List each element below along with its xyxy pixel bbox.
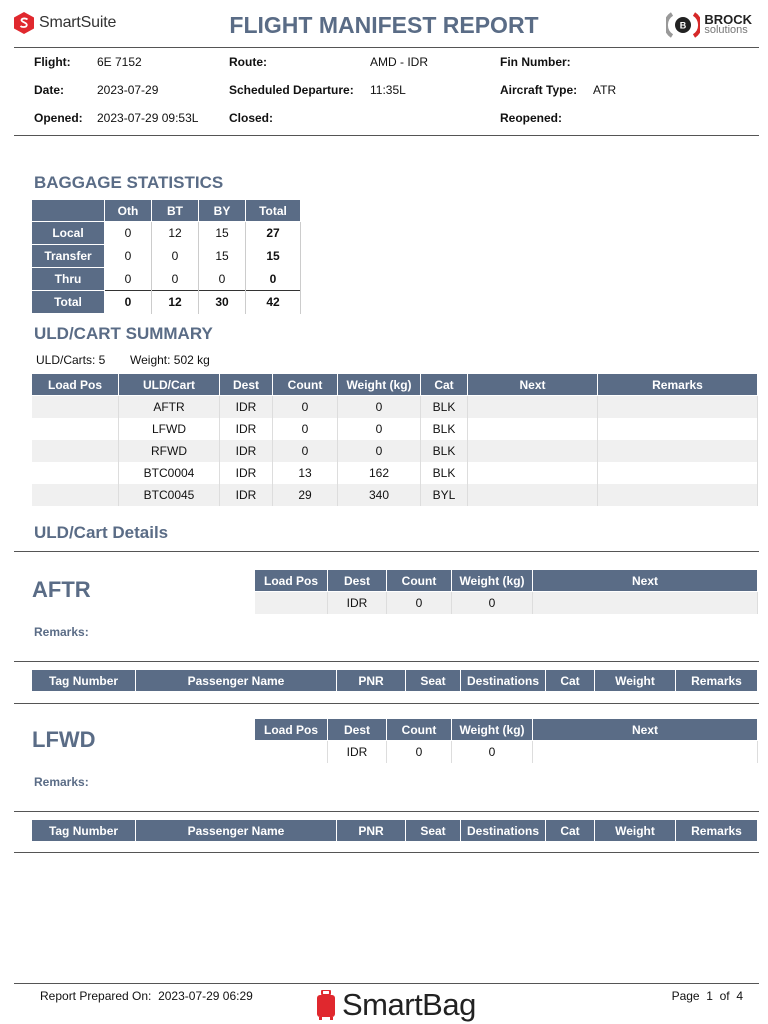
prepared-label: Report Prepared On: (40, 989, 152, 1003)
svg-text:B: B (680, 20, 687, 31)
baggage-cell: 0 (105, 268, 152, 291)
page-indicator (672, 989, 743, 1003)
baggage-title: BAGGAGE STATISTICS (34, 173, 224, 192)
uld-col-header: Remarks (598, 374, 758, 396)
detail-col-header: Load Pos (255, 719, 328, 741)
baggage-row-local (32, 222, 301, 245)
lfwd-end-divider (14, 852, 759, 853)
baggage-row-label: Total (32, 291, 105, 314)
tag-col-header: Remarks (676, 820, 758, 842)
report-prepared (40, 989, 253, 1003)
uld-cell: 0 (273, 440, 338, 462)
tag-col-header: Weight (595, 820, 676, 842)
uld-cell: BTC0045 (119, 484, 220, 506)
detail-cell: IDR (328, 741, 387, 764)
uld-cell (598, 396, 758, 419)
tag-table-aftr (31, 669, 758, 692)
tag-col-header: Destinations (461, 670, 546, 692)
detail-col-header: Count (387, 570, 452, 592)
flight-label: Flight: (34, 55, 71, 69)
baggage-cell: 0 (152, 245, 199, 268)
baggage-row-label: Transfer (32, 245, 105, 268)
detail-cell: 0 (452, 592, 533, 615)
table-row (32, 418, 758, 440)
prepared-value: 2023-07-29 06:29 (158, 989, 253, 1003)
page-of: of (719, 989, 730, 1003)
uld-cell: RFWD (119, 440, 220, 462)
info-divider (14, 135, 759, 136)
tag-col-header: Seat (406, 670, 461, 692)
baggage-cell: 30 (199, 291, 246, 314)
baggage-cell: 15 (246, 245, 301, 268)
baggage-cell: 15 (199, 245, 246, 268)
opened-value: 2023-07-29 09:53L (97, 111, 199, 125)
brock-subname: solutions (704, 24, 748, 36)
uld-col-header: Load Pos (32, 374, 119, 396)
remarks-label-lfwd: Remarks: (34, 775, 89, 789)
uld-cell: BTC0004 (119, 462, 220, 484)
uld-cell: IDR (220, 396, 273, 419)
tag-col-header: Tag Number (32, 670, 136, 692)
detail-col-header: Next (533, 570, 758, 592)
route-label: Route: (229, 55, 267, 69)
uld-cell: IDR (220, 462, 273, 484)
uld-cell: 0 (273, 396, 338, 419)
tag-col-header: Seat (406, 820, 461, 842)
baggage-col-header: Oth (105, 200, 152, 222)
uld-count: ULD/Carts: 5 (36, 353, 106, 367)
uld-weight: Weight: 502 kg (130, 353, 210, 367)
uld-cell (468, 484, 598, 506)
header-divider (14, 47, 759, 48)
uld-cell: 0 (338, 440, 421, 462)
baggage-corner (32, 200, 105, 222)
detail-col-header: Dest (328, 570, 387, 592)
uld-cell: BLK (421, 462, 468, 484)
uld-cell: 29 (273, 484, 338, 506)
footer-divider (14, 983, 759, 984)
detail-cell: 0 (387, 741, 452, 764)
baggage-cell: 0 (105, 291, 152, 314)
uld-cell: IDR (220, 418, 273, 440)
sched-value: 11:35L (370, 83, 406, 97)
baggage-cell: 0 (105, 245, 152, 268)
detail-cell (533, 741, 758, 764)
closed-label: Closed: (229, 111, 274, 125)
remarks-label-aftr: Remarks: (34, 625, 89, 639)
tag-col-header: Passenger Name (136, 820, 337, 842)
smartbag-logo (316, 987, 476, 1023)
uld-cell (32, 440, 119, 462)
uld-cell (468, 462, 598, 484)
uld-cell: BLK (421, 418, 468, 440)
baggage-cell: 0 (246, 268, 301, 291)
aircraft-value: ATR (593, 83, 617, 97)
uld-summary-table (31, 373, 758, 506)
baggage-cell: 12 (152, 291, 199, 314)
detail-table-lfwd (254, 718, 758, 763)
uld-cell: 0 (338, 418, 421, 440)
detail-name-lfwd: LFWD (32, 727, 96, 752)
uld-cell: 13 (273, 462, 338, 484)
uld-cell (468, 396, 598, 419)
uld-cell: BLK (421, 440, 468, 462)
tag-col-header: Tag Number (32, 820, 136, 842)
uld-col-header: Dest (220, 374, 273, 396)
tag-col-header: Cat (546, 670, 595, 692)
aftr-end-divider (14, 703, 759, 704)
uld-col-header: Next (468, 374, 598, 396)
uld-cell (32, 396, 119, 419)
baggage-row-transfer (32, 245, 301, 268)
uld-cell: 0 (338, 396, 421, 419)
tag-col-header: Passenger Name (136, 670, 337, 692)
date-value: 2023-07-29 (97, 83, 159, 97)
baggage-cell: 0 (152, 268, 199, 291)
page-label: Page (671, 989, 700, 1003)
route-value: AMD - IDR (370, 55, 428, 69)
baggage-cell: 0 (105, 222, 152, 245)
detail-col-header: Weight (kg) (452, 719, 533, 741)
smartbag-name: SmartBag (342, 987, 476, 1022)
table-row (32, 462, 758, 484)
opened-label: Opened: (34, 111, 83, 125)
table-row (32, 440, 758, 462)
tag-table-lfwd (31, 819, 758, 842)
detail-name-aftr: AFTR (32, 577, 91, 602)
table-row (32, 484, 758, 506)
baggage-col-header: BY (199, 200, 246, 222)
uld-cell: 340 (338, 484, 421, 506)
tag-col-header: Cat (546, 820, 595, 842)
uld-cell (598, 484, 758, 506)
lfwd-divider (14, 811, 759, 812)
uld-col-header: ULD/Cart (119, 374, 220, 396)
baggage-row-total (32, 291, 301, 314)
baggage-row-thru (32, 268, 301, 291)
uld-summary-title: ULD/CART SUMMARY (34, 324, 213, 343)
sched-label: Scheduled Departure: (229, 83, 354, 97)
page-current: 1 (706, 989, 713, 1003)
detail-col-header: Count (387, 719, 452, 741)
detail-cell (255, 592, 328, 615)
tag-col-header: Remarks (676, 670, 758, 692)
date-label: Date: (34, 83, 65, 97)
baggage-table (31, 199, 301, 314)
flight-value: 6E 7152 (97, 55, 142, 69)
table-row (255, 592, 758, 615)
reopened-label: Reopened: (500, 111, 563, 125)
baggage-cell: 42 (246, 291, 301, 314)
uld-cell (32, 418, 119, 440)
baggage-row-label: Thru (32, 268, 105, 291)
report-title: FLIGHT MANIFEST REPORT (229, 12, 539, 38)
smartsuite-name: SmartSuite (39, 14, 117, 31)
brock-name: BROCK (704, 12, 752, 27)
uld-cell (598, 462, 758, 484)
detail-col-header: Weight (kg) (452, 570, 533, 592)
baggage-col-header: Total (246, 200, 301, 222)
baggage-cell: 0 (199, 268, 246, 291)
detail-table-aftr (254, 569, 758, 614)
uld-cell (468, 440, 598, 462)
uld-cell: BLK (421, 396, 468, 419)
uld-cell (598, 418, 758, 440)
aftr-divider (14, 661, 759, 662)
detail-col-header: Next (533, 719, 758, 741)
uld-cell (32, 484, 119, 506)
detail-cell (533, 592, 758, 615)
uld-cell: 162 (338, 462, 421, 484)
aircraft-label: Aircraft Type: (500, 83, 578, 97)
uld-cell: IDR (220, 440, 273, 462)
table-row (32, 396, 758, 419)
uld-cell (32, 462, 119, 484)
baggage-col-header: BT (152, 200, 199, 222)
uld-cell: IDR (220, 484, 273, 506)
uld-cell: LFWD (119, 418, 220, 440)
uld-cell: 0 (273, 418, 338, 440)
detail-col-header: Dest (328, 719, 387, 741)
uld-col-header: Count (273, 374, 338, 396)
baggage-row-label: Local (32, 222, 105, 245)
details-divider (14, 551, 759, 552)
uld-cell: AFTR (119, 396, 220, 419)
uld-details-title: ULD/Cart Details (34, 523, 169, 542)
uld-cell (468, 418, 598, 440)
uld-cell: BYL (421, 484, 468, 506)
baggage-cell: 15 (199, 222, 246, 245)
detail-cell: IDR (328, 592, 387, 615)
detail-cell (255, 741, 328, 764)
brock-logo (666, 10, 752, 40)
uld-col-header: Weight (kg) (338, 374, 421, 396)
uld-cell (598, 440, 758, 462)
table-row (255, 741, 758, 764)
tag-col-header: Weight (595, 670, 676, 692)
detail-cell: 0 (452, 741, 533, 764)
baggage-cell: 27 (246, 222, 301, 245)
uld-col-header: Cat (421, 374, 468, 396)
tag-col-header: PNR (337, 820, 406, 842)
page-total: 4 (736, 989, 743, 1003)
tag-col-header: Destinations (461, 820, 546, 842)
detail-cell: 0 (387, 592, 452, 615)
brock-logo-icon (666, 10, 700, 40)
detail-col-header: Load Pos (255, 570, 328, 592)
baggage-cell: 12 (152, 222, 199, 245)
fin-label: Fin Number: (500, 55, 571, 69)
luggage-icon (316, 990, 336, 1020)
tag-col-header: PNR (337, 670, 406, 692)
